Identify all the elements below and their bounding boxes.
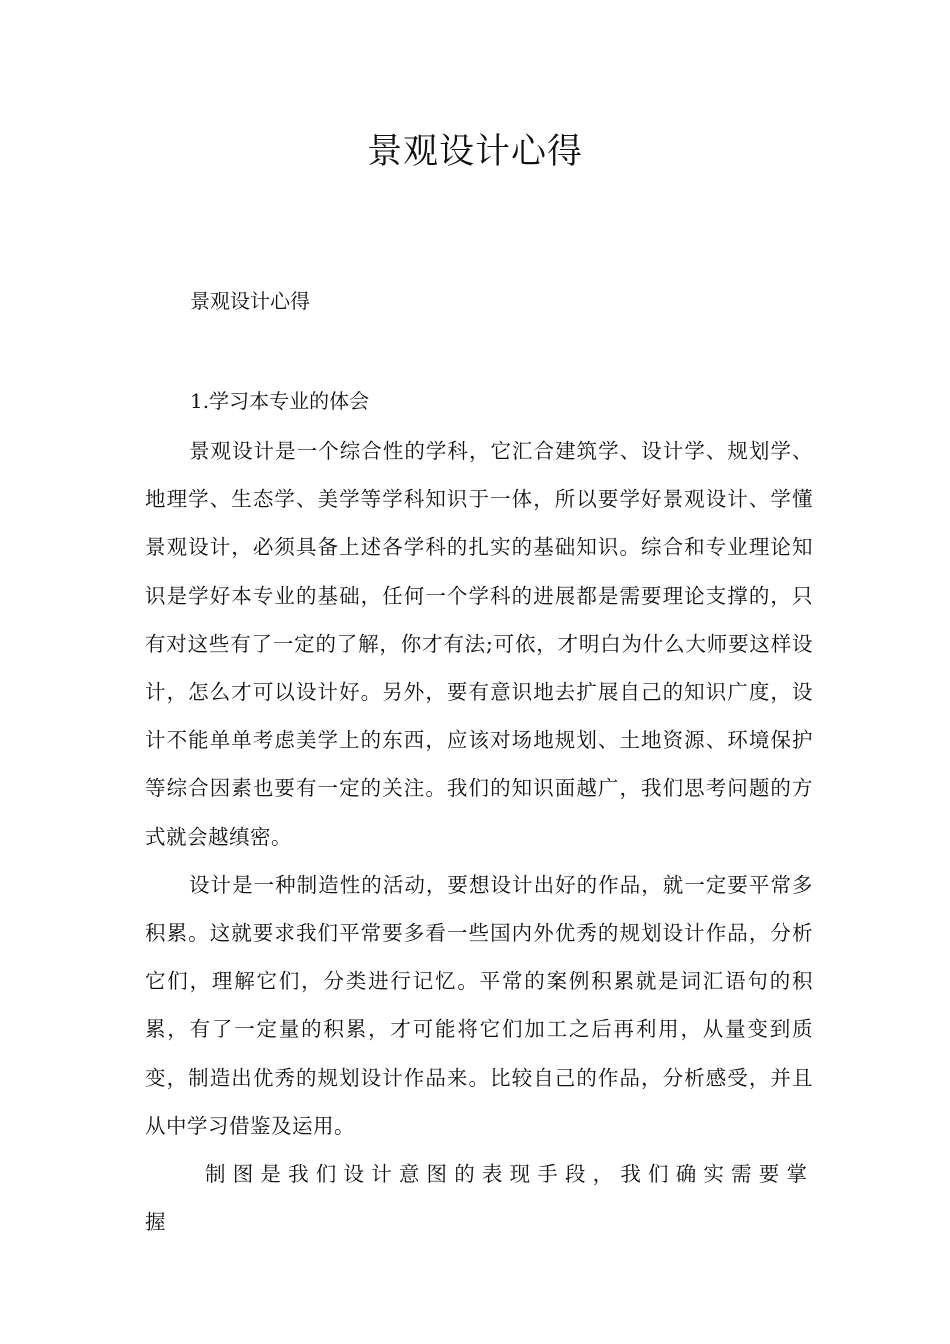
document-subtitle: 景观设计心得 [190,289,310,313]
section-heading: 1.学习本专业的体会 [190,389,370,413]
body-text [145,427,813,1246]
paragraph: 制图是我们设计意图的表现手段，我们确实需要掌握 [145,1162,813,1235]
paragraph: 景观设计是一个综合性的学科，它汇合建筑学、设计学、规划学、地理学、生态学、美学等学科知识于一体，所以要学好景观设计、学懂景观设计，必须具备上述各学科的扎实的基础知识。综合和专业理论知识是学好本专业的基础，任何一个学科的进展都是需要理论支撑的，只有对这些有了一定的了解，你才有法;可依，才明白为什么大师要这样设计，怎么才可以设计好。另外，要有意识地去扩展自己的知识广度，设计不能单单考虑美学上的东西，应该对场地规划、土地资源、环境保护等综合因素也要有一定的关注。我们的知识面越广，我们思考问题的方式就会越缜密。 [145,439,813,849]
paragraph: 设计是一种制造性的活动，要想设计出好的作品，就一定要平常多积累。这就要求我们平常要多看一些国内外优秀的规划设计作品，分析它们，理解它们，分类进行记忆。平常的案例积累就是词汇语句的积累，有了一定量的积累，才可能将它们加工之后再利用，从量变到质变，制造出优秀的规划设计作品来。比较自己的作品，分析感受，并且从中学习借鉴及运用。 [145,872,813,1138]
document-title: 景观设计心得 [366,132,583,172]
